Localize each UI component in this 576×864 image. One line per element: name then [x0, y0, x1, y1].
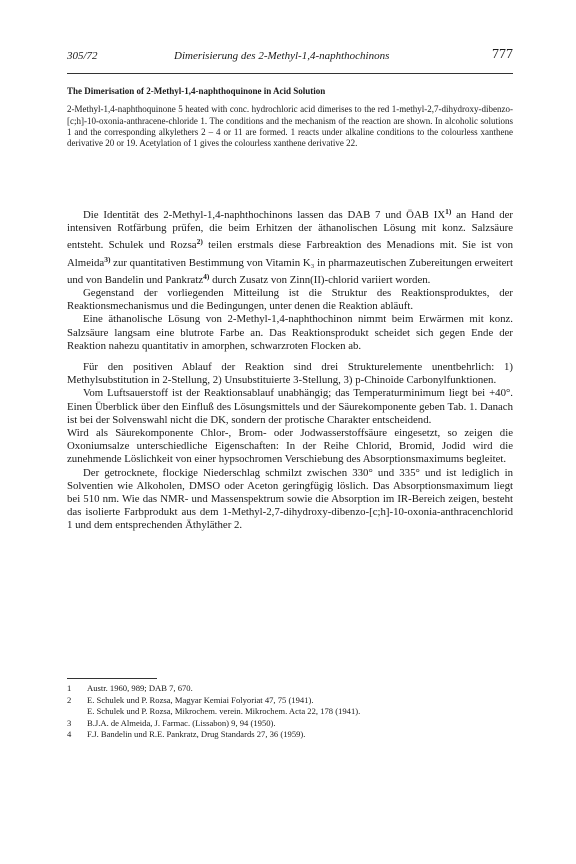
footnote-text: E. Schulek und P. Rozsa, Magyar Kemiai Folyoriat 47, 75 (1941).: [87, 694, 314, 705]
p1-text-b: an Hand der intensiven Rotfärbung prüfen, die beim Erhitzen der äthanolischen Lösung mit konz. Salzsäure entsteht. Schulek und Rozsa: [67, 209, 514, 252]
abstract-title: The Dimerisation of 2-Methyl-1,4-naphthoquinone in Acid Solution: [67, 86, 326, 96]
footnote-number: 3: [67, 717, 72, 728]
footnote-text: F.J. Bandelin und R.E. Pankratz, Drug Standards 27, 36 (1959).: [87, 729, 306, 740]
paragraph-7: Der getrocknete, flockige Niederschlag schmilzt zwischen 330° und 335° und ist lediglich in Solventien wie Alkoholen, DMSO oder Aceton geringfügig löslich. Das Absorptionsmaximum liegt bei 510 nm. Wie das NMR- und Massenspektrum sowie die Absorption im IR-Bereich zeigen, besteht das isolierte Farbprodukt aus dem 1-Methyl-2,7-dihydroxy-dibenzo-[c;h]-10-oxonia-anthracenchlorid 1 und dem entsprechenden Äthyläther 2.: [67, 466, 513, 532]
footnote: [67, 683, 513, 695]
running-header: [67, 48, 513, 66]
p1-text-d: zur quantitativen Bestimmung von Vitamin K₃ in pharmazeutischen Zubereitungen erweitert und von Bandelin und Pankratz: [67, 256, 513, 286]
footnote-number: 2: [67, 694, 72, 705]
footnote-ref-4: 4): [203, 271, 210, 281]
footnote: [67, 695, 513, 707]
header-rule: [67, 73, 513, 74]
footnote: [67, 706, 513, 718]
p1-text-c: teilen erstmals diese Farbreaktion des Menadions mit. Sie ist von Almeida: [67, 239, 514, 269]
p1-text-e: durch Zusatz von Zinn(II)-chlorid variiert worden.: [209, 273, 431, 286]
footnote-number: 4: [67, 729, 72, 740]
footnote-text: Austr. 1960, 989; DAB 7, 670.: [87, 683, 193, 693]
footnote-text: E. Schulek und P. Rozsa, Mikrochem. verein. Mikrochem. Acta 22, 178 (1941).: [87, 706, 361, 717]
footnotes: [67, 683, 513, 741]
paragraph-5: Vom Luftsauerstoff ist der Reaktionsablauf unabhängig; das Temperaturminimum liegt bei +40°. Einen Überblick über den Einfluß des Lösungsmittels und der Säurekomponente geben Tab. 1. Danach ist bei der Solvenswahl nicht die DK, sondern der protische Charakter entscheidend.: [67, 387, 513, 426]
page-number: 777: [492, 47, 513, 62]
paragraph-4: Für den positiven Ablauf der Reaktion sind drei Strukturelemente unentbehrlich: 1) Methylsubstitution in 2-Stellung, 2) Unsubstituierte 3-Stellung, 3) p-Chinoide Carbonylfunktionen.: [67, 361, 513, 387]
running-title: Dimerisierung des 2-Methyl-1,4-naphthochinons: [174, 50, 390, 62]
footnote-ref-3: 3): [104, 254, 111, 264]
footnote-rule: [67, 678, 157, 679]
paragraph-3: Eine äthanolische Lösung von 2-Methyl-1,4-naphthochinon nimmt beim Erwärmen mit konz. Salzsäure langsam eine blutrote Farbe an. Das Reaktionsprodukt scheidet sich gegen Ende der Reaktion nahezu quantitativ in amorphen, schwarzroten Flocken ab.: [67, 313, 513, 352]
p1-text-a: Die Identität des 2-Methyl-1,4-naphthochinons lassen das DAB 7 und ÖAB IX: [83, 209, 446, 221]
article-body: [67, 205, 513, 533]
paragraph-2: Gegenstand der vorliegenden Mitteilung ist die Struktur des Reaktionsproduktes, der Reaktionsmechanismus und die Bedingungen, unter denen die Reaktion abläuft.: [67, 287, 513, 313]
journal-issue-number: 305/72: [67, 50, 98, 62]
paragraph-6: Wird als Säurekomponente Chlor-, Brom- oder Jodwasserstoffsäure eingesetzt, so zeigen die Oxoniumsalze unterschiedliche Eigenschaften: In der Reihe Chlorid, Bromid, Jodid wird die zunehmende Löslichkeit von einer hypsochromen Verschiebung des Absorptionsmaximums begleitet.: [67, 427, 513, 466]
abstract-text: 2-Methyl-1,4-naphthoquinone 5 heated with conc. hydrochloric acid dimerises to the red 1-methyl-2,7-dihydroxy-dibenzo-[c;h]-10-oxonia-anthracene-chloride 1. The conditions and the mechanism of the reaction are shown. In alcoholic solutions 1 and the corresponding alkylethers 2 – 4 or 11 are formed. 1 reacts under alkaline conditions to the colourless xanthene derivative 20 or 19. Acetylation of 1 gives the colourless xanthene derivative 22.: [67, 104, 513, 149]
footnote: [67, 729, 513, 741]
english-abstract: [67, 86, 513, 149]
paragraph-1: [67, 205, 513, 287]
footnote: [67, 718, 513, 730]
footnote-number: 1: [67, 683, 72, 693]
footnote-ref-1: 1): [445, 207, 452, 216]
footnote-ref-2: 2): [196, 237, 203, 247]
footnote-text: B.J.A. de Almeida, J. Farmac. (Lissabon) 9, 94 (1950).: [87, 717, 276, 728]
